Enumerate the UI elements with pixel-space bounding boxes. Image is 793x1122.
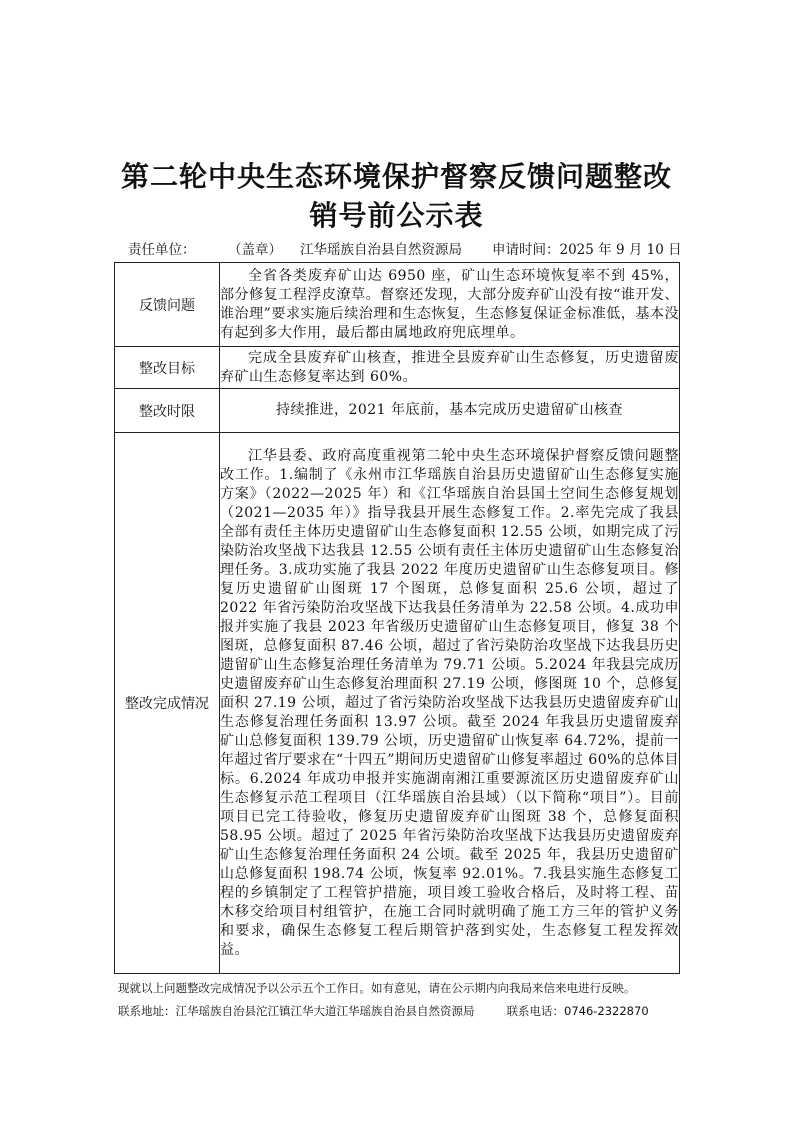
- meta-row: [128, 238, 688, 258]
- label-deadline: 整改时限: [115, 389, 220, 433]
- document-title-line2: 销号前公示表: [309, 199, 484, 232]
- unit-name: 江华瑶族自治县自然资源局: [300, 242, 462, 258]
- contact-address: 联系地址：江华瑶族自治县沱江镇江华大道江华瑶族自治县自然资源局: [118, 1004, 475, 1018]
- content-status: [220, 433, 680, 974]
- content-feedback: [220, 263, 680, 347]
- footer-notice: 现就以上问题整改完成情况予以公示五个工作日。如有意见，请在公示期内向我局来信来电进行反映。: [118, 981, 636, 995]
- unit-label: 责任单位：: [128, 242, 196, 258]
- seal-text: （盖章）: [228, 242, 282, 258]
- publicity-table: [114, 262, 680, 974]
- row-feedback: [115, 263, 680, 347]
- label-feedback: 反馈问题: [115, 263, 220, 347]
- label-goal: 整改目标: [115, 347, 220, 389]
- document-title-line1: 第二轮中央生态环境保护督察反馈问题整改: [120, 160, 672, 193]
- row-deadline: [115, 389, 680, 433]
- feedback-text: 全省各类废弃矿山达 6950 座，矿山生态环境恢复率不到 45%，部分修复工程浮皮潦草。督察还发现，大部分废弃矿山没有按“谁开发、谁治理”要求实施后续治理和生态恢复，生态修复保证金标准低，基本没有起到多大作用，最后都由属地政府兜底埋单。: [220, 267, 679, 341]
- row-goal: [115, 347, 680, 389]
- status-text: 江华县委、政府高度重视第二轮中央生态环境保护督察反馈问题整改工作。1.编制了《永州市江华瑶族自治县历史遗留矿山生态修复实施方案》（2022—2025 年）和《江华瑶族自治县国土空间生态修复规划（2021—2035 年）》指导我县开展生态修复工作。2.率先完成了我县全部有责任主体历史遗留矿山生态修复面积 12.55 公顷，如期完成了污染防治攻坚战下达我县 12.55 公顷有责任主体历史遗留矿山生态修复治理任务。3.成功实施了我县 2022 年度历史遗留矿山生态修复项目。修复历史遗留矿山图斑 17 个图斑，总修复面积 25.6 公顷，超过了 2022 年省污染防治攻坚战下达我县任务清单为 22.58 公顷。4.成功申报并实施了我县 2023 年省级历史遗留矿山生态修复项目，修复 38 个图斑，总修复面积 87.46 公顷，超过了省污染防治攻坚战下达我县历史遗留矿山生态修复治理任务清单为 79.71 公顷。5.2024 年我县完成历史遗留废弃矿山生态修复治理面积 27.19 公顷，修图斑 10 个，总修复面积 27.19 公顷，超过了省污染防治攻坚战下达我县历史遗留废弃矿山生态修复治理任务面积 13.97 公顷。截至 2024 年我县历史遗留废弃矿山总修复面积 139.79 公顷，历史遗留矿山恢复率 64.72%，提前一年超过省厅要求在“十四五”期间历史遗留矿山修复率超过 60%的总体目标。6.2024 年成功申报并实施湖南湘江重要源流区历史遗留废弃矿山生态修复示范工程项目（江华瑶族自治县域）（以下简称“项目”）。目前项目已完工待验收，修复历史遗留废弃矿山图斑 38 个，总修复面积 58.95 公顷。超过了 2025 年省污染防治攻坚战下达我县历史遗留废弃矿山生态修复治理任务面积 24 公顷。截至 2025 年，我县历史遗留矿山总修复面积 198.74 公顷，恢复率 92.01%。7.我县实施生态修复工程的乡镇制定了工程管护措施，项目竣工验收合格后，及时将工程、苗木移交给项目村组管护，在施工合同时就明确了施工方三年的管护义务和要求，确保生态修复工程后期管护落到实处，生态修复工程发挥效益。: [220, 447, 679, 958]
- label-status: 整改完成情况: [115, 433, 220, 974]
- content-goal: [220, 347, 680, 389]
- application-date: 申请时间：2025 年 9 月 10 日: [492, 242, 682, 258]
- row-status: [115, 433, 680, 974]
- contact-phone: 联系电话：0746-2322870: [506, 1004, 649, 1018]
- content-deadline: 持续推进，2021 年底前，基本完成历史遗留矿山核查: [220, 389, 680, 433]
- goal-text: 完成全县废弃矿山核查，推进全县废弃矿山生态修复，历史遗留废弃矿山生态修复率达到 60%。: [220, 349, 679, 385]
- footer-contact: [118, 1003, 649, 1019]
